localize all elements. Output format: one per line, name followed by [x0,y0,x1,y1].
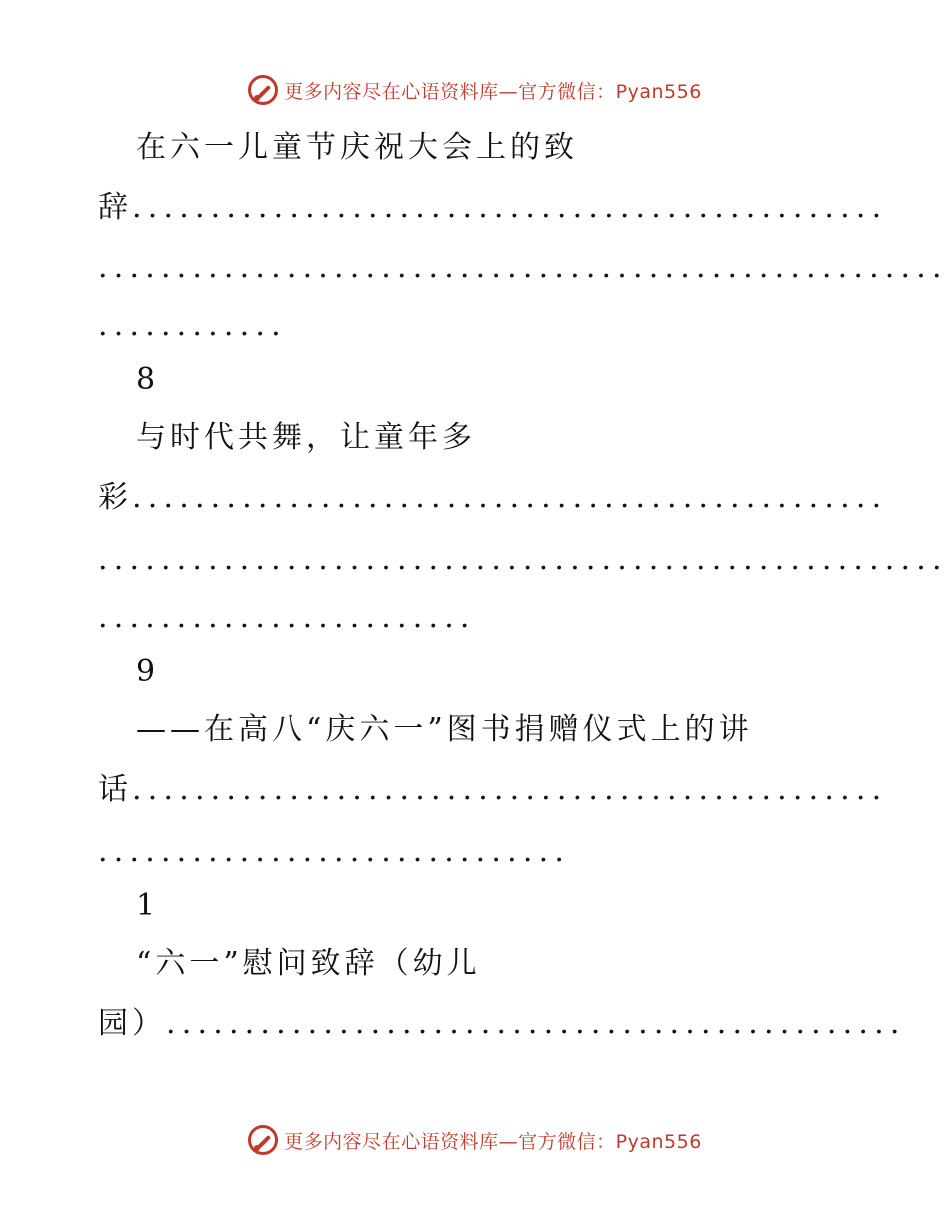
toc-entry-3-title: ——在高八“庆六一”图书捐赠仪式上的讲 [136,712,753,747]
toc-entry-2-title: 与时代共舞，让童年多 [136,420,476,455]
toc-entry-4-leader: ............................................... [166,1006,906,1041]
toc-entry-1-leader: ................................................ [132,190,888,225]
toc-entry-4-title: “六一”慰问致辞（幼儿 [136,946,481,981]
toc-entry-4-title-lead: 园） [98,1006,166,1041]
toc-entry-1-title-tail [98,188,887,228]
toc-entry-1-leader-cont: ...................................................... [98,250,948,285]
toc-entry-2-page: 9 [136,654,160,689]
pen-logo-icon [248,75,278,105]
toc-entry-3-page: 1 [136,888,160,923]
footer-banner [0,1120,950,1160]
toc-entry-3-title-tail [98,770,887,810]
pen-logo-icon [248,1125,278,1155]
toc-entry-1-leader-end: ............ [98,308,287,343]
toc-entry-1-page: 8 [136,362,160,397]
toc-entry-2-leader-cont: ...................................................... [98,542,948,577]
toc-entry-2-leader-end: ........................ [98,600,476,635]
toc-entry-1-title: 在六一儿童节庆祝大会上的致 [136,130,578,165]
toc-entry-3-leader: ................................................ [132,772,888,807]
toc-entry-1-title-lead: 辞 [98,190,132,225]
toc-entry-3-title-lead: 话 [98,772,132,807]
footer-banner-text: 更多内容尽在心语资料库—官方微信：Pyan556 [284,1130,702,1153]
toc-entry-2-leader: ................................................ [132,480,888,515]
toc-entry-4-title-tail [98,1004,906,1044]
header-banner [0,70,950,110]
toc-entry-2-title-tail [98,478,887,518]
toc-entry-3-leader-end: .............................. [98,834,571,869]
toc-entry-2-title-lead: 彩 [98,480,132,515]
header-banner-text: 更多内容尽在心语资料库—官方微信：Pyan556 [284,80,702,103]
